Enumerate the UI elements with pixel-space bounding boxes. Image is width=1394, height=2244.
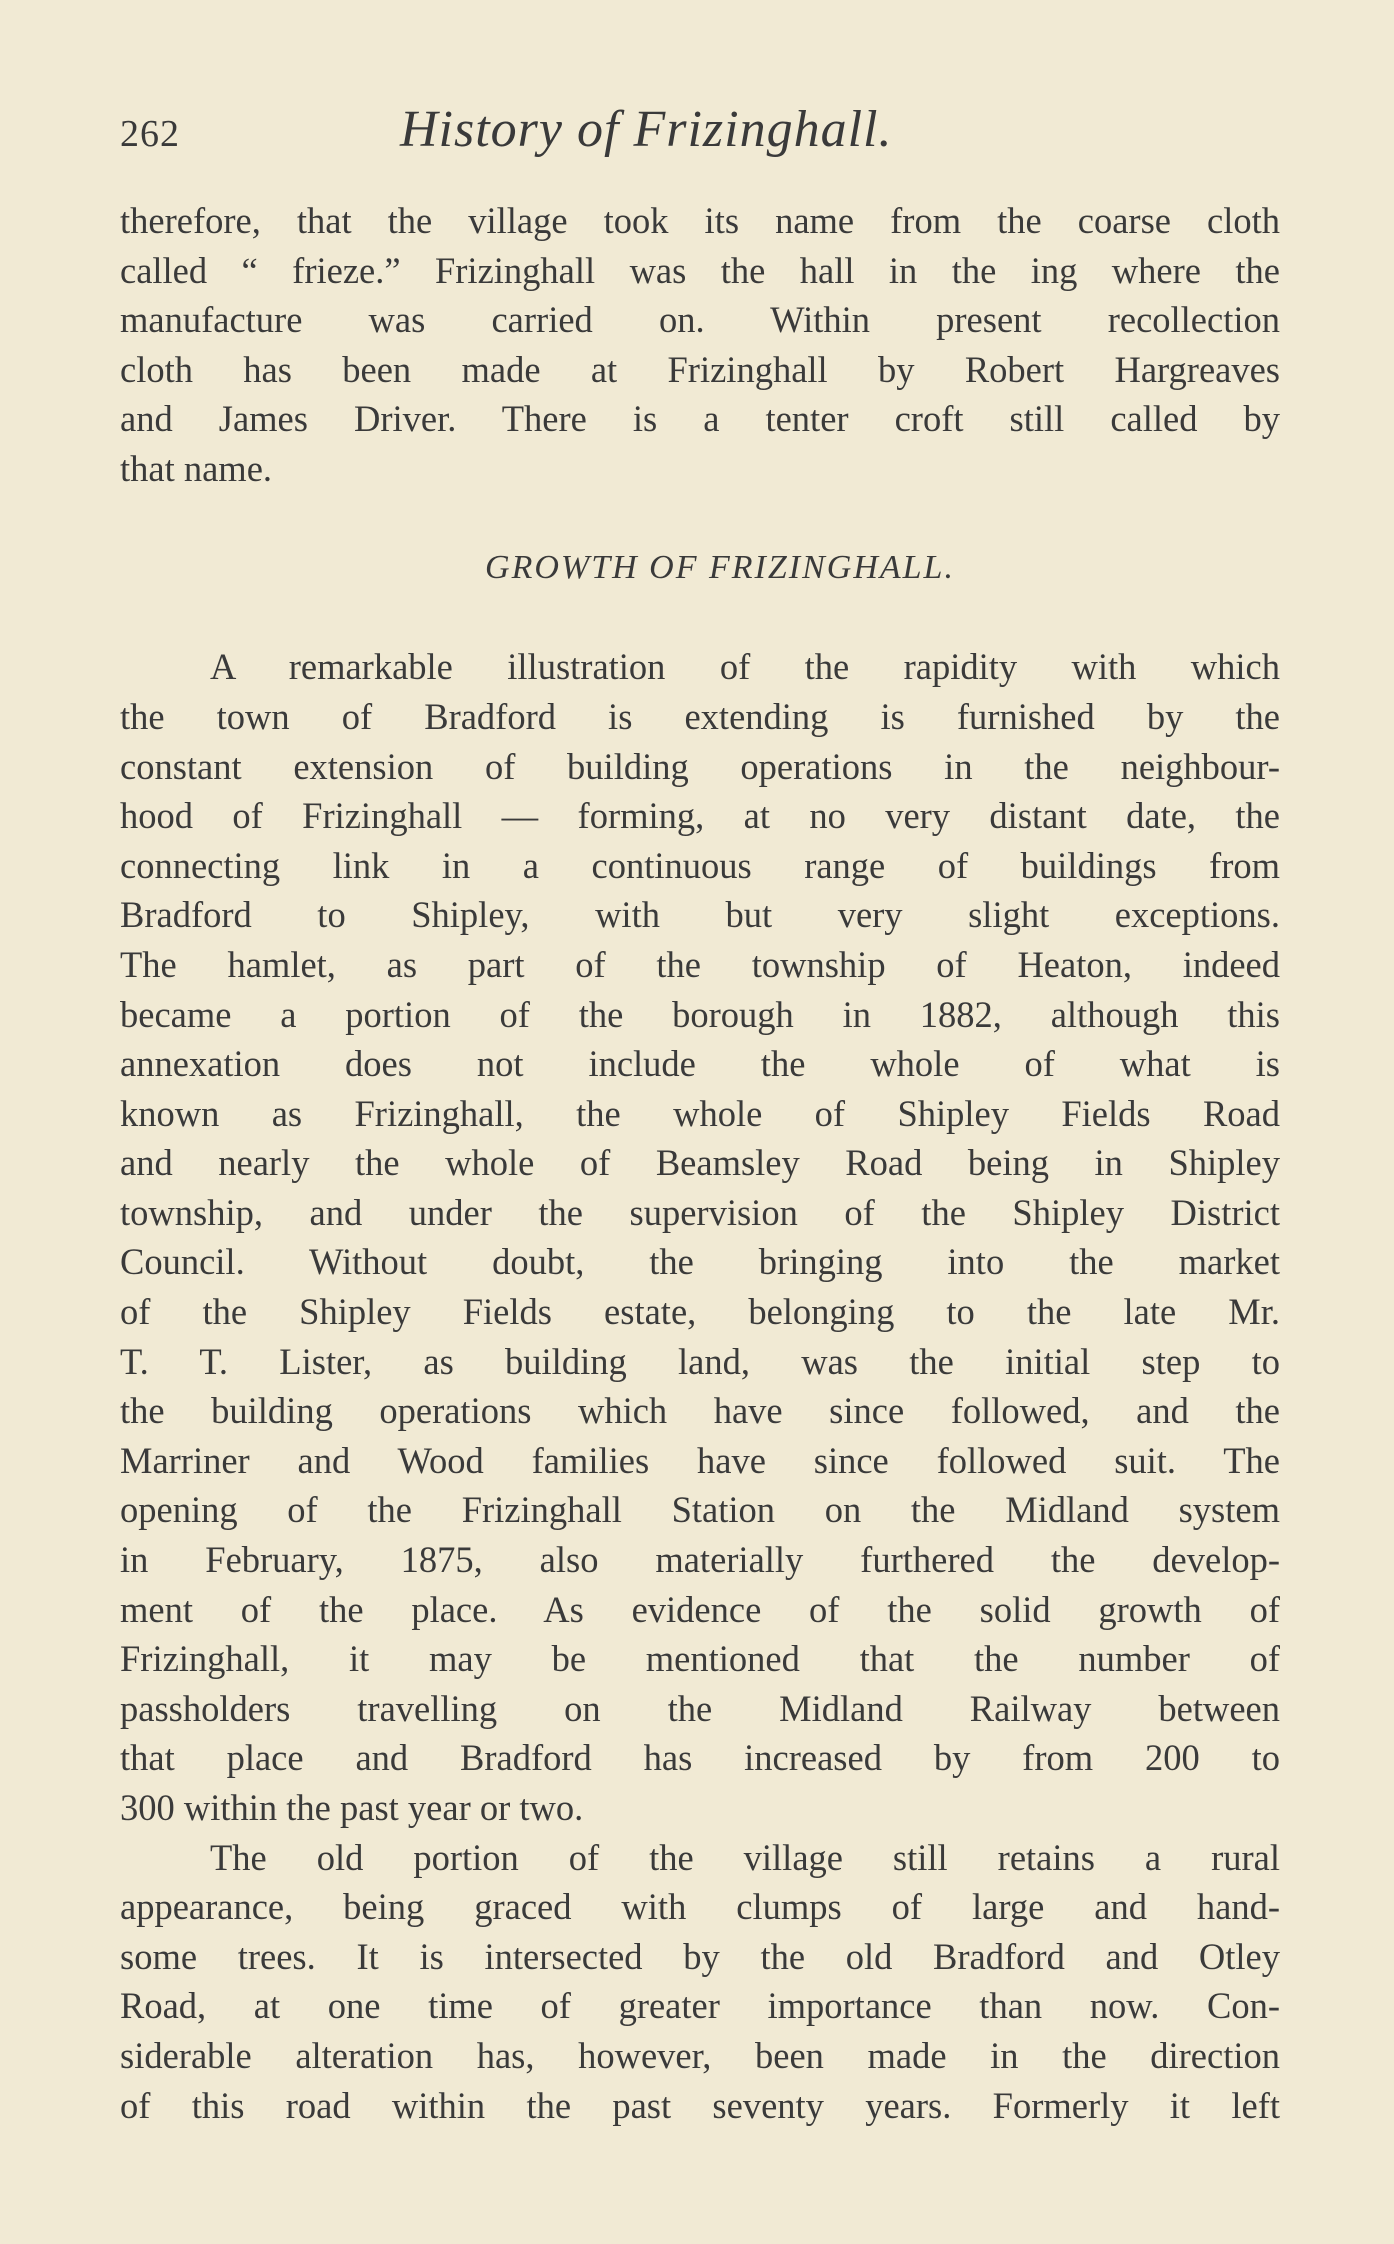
text-line: Marriner and Wood families have since followed suit. The xyxy=(120,1439,1280,1481)
text-line: Frizinghall, it may be mentioned that the number of xyxy=(120,1638,1280,1680)
text-line: of the Shipley Fields estate, belonging to the late Mr. xyxy=(120,1291,1280,1333)
body-text xyxy=(120,196,1280,2130)
text-line: Council. Without doubt, the bringing into the market xyxy=(120,1241,1280,1283)
text-line: T. T. Lister, as building land, was the initial step to xyxy=(120,1340,1280,1382)
text-line: therefore, that the village took its name from the coarse cloth xyxy=(120,200,1280,241)
text-line: appearance, being graced with clumps of large and hand- xyxy=(120,1886,1280,1928)
text-line: that name. xyxy=(120,447,273,489)
text-line: called “ frieze.” Frizinghall was the hall in the ing where the xyxy=(120,249,1280,291)
text-line: passholders travelling on the Midland Railway between xyxy=(120,1687,1280,1729)
spacer xyxy=(120,593,1280,643)
text-line: township, and under the supervision of the Shipley District xyxy=(120,1191,1280,1233)
text-line: opening of the Frizinghall Station on the Midland system xyxy=(120,1489,1280,1531)
page-header xyxy=(120,100,1280,170)
text-line: known as Frizinghall, the whole of Shipley Fields Road xyxy=(120,1092,1280,1134)
text-line: ment of the place. As evidence of the solid growth of xyxy=(120,1588,1280,1630)
section-heading: GROWTH OF FRIZINGHALL. xyxy=(485,549,955,587)
text-line: that place and Bradford has increased by from 200 to xyxy=(120,1737,1280,1779)
text-line: in February, 1875, also materially furthered the develop- xyxy=(120,1539,1280,1581)
text-line: A remarkable illustration of the rapidity with which xyxy=(210,646,1280,688)
text-line: cloth has been made at Frizinghall by Robert Hargreaves xyxy=(120,348,1280,390)
text-line: the town of Bradford is extending is furnished by the xyxy=(120,695,1280,737)
text-line: 300 within the past year or two. xyxy=(120,1787,584,1828)
text-line: and nearly the whole of Beamsley Road being in Shipley xyxy=(120,1142,1280,1184)
text-line: The hamlet, as part of the township of Heaton, indeed xyxy=(120,943,1280,985)
text-line: The old portion of the village still retains a rural xyxy=(210,1836,1280,1878)
spacer xyxy=(120,494,1280,544)
text-line: connecting link in a continuous range of buildings from xyxy=(120,844,1280,886)
text-line: became a portion of the borough in 1882, although this xyxy=(120,993,1280,1035)
page-number: 262 xyxy=(120,113,180,155)
text-line: hood of Frizinghall — forming, at no very distant date, the xyxy=(120,795,1280,837)
text-line: the building operations which have since followed, and the xyxy=(120,1390,1280,1432)
text-line: some trees. It is intersected by the old Bradford and Otley xyxy=(120,1935,1280,1977)
text-line: and James Driver. There is a tenter croft still called by xyxy=(120,398,1280,440)
text-line: siderable alteration has, however, been made in the direction xyxy=(120,2034,1280,2076)
running-title: History of Frizinghall. xyxy=(400,101,893,158)
text-line: annexation does not include the whole of what is xyxy=(120,1043,1280,1085)
text-line: of this road within the past seventy years. Formerly it left xyxy=(120,2084,1280,2126)
text-line: Road, at one time of greater importance than now. Con- xyxy=(120,1985,1280,2027)
text-line: Bradford to Shipley, with but very slight exceptions. xyxy=(120,894,1280,936)
text-line: constant extension of building operations in the neighbour- xyxy=(120,745,1280,787)
text-line: manufacture was carried on. Within present recollection xyxy=(120,299,1280,341)
